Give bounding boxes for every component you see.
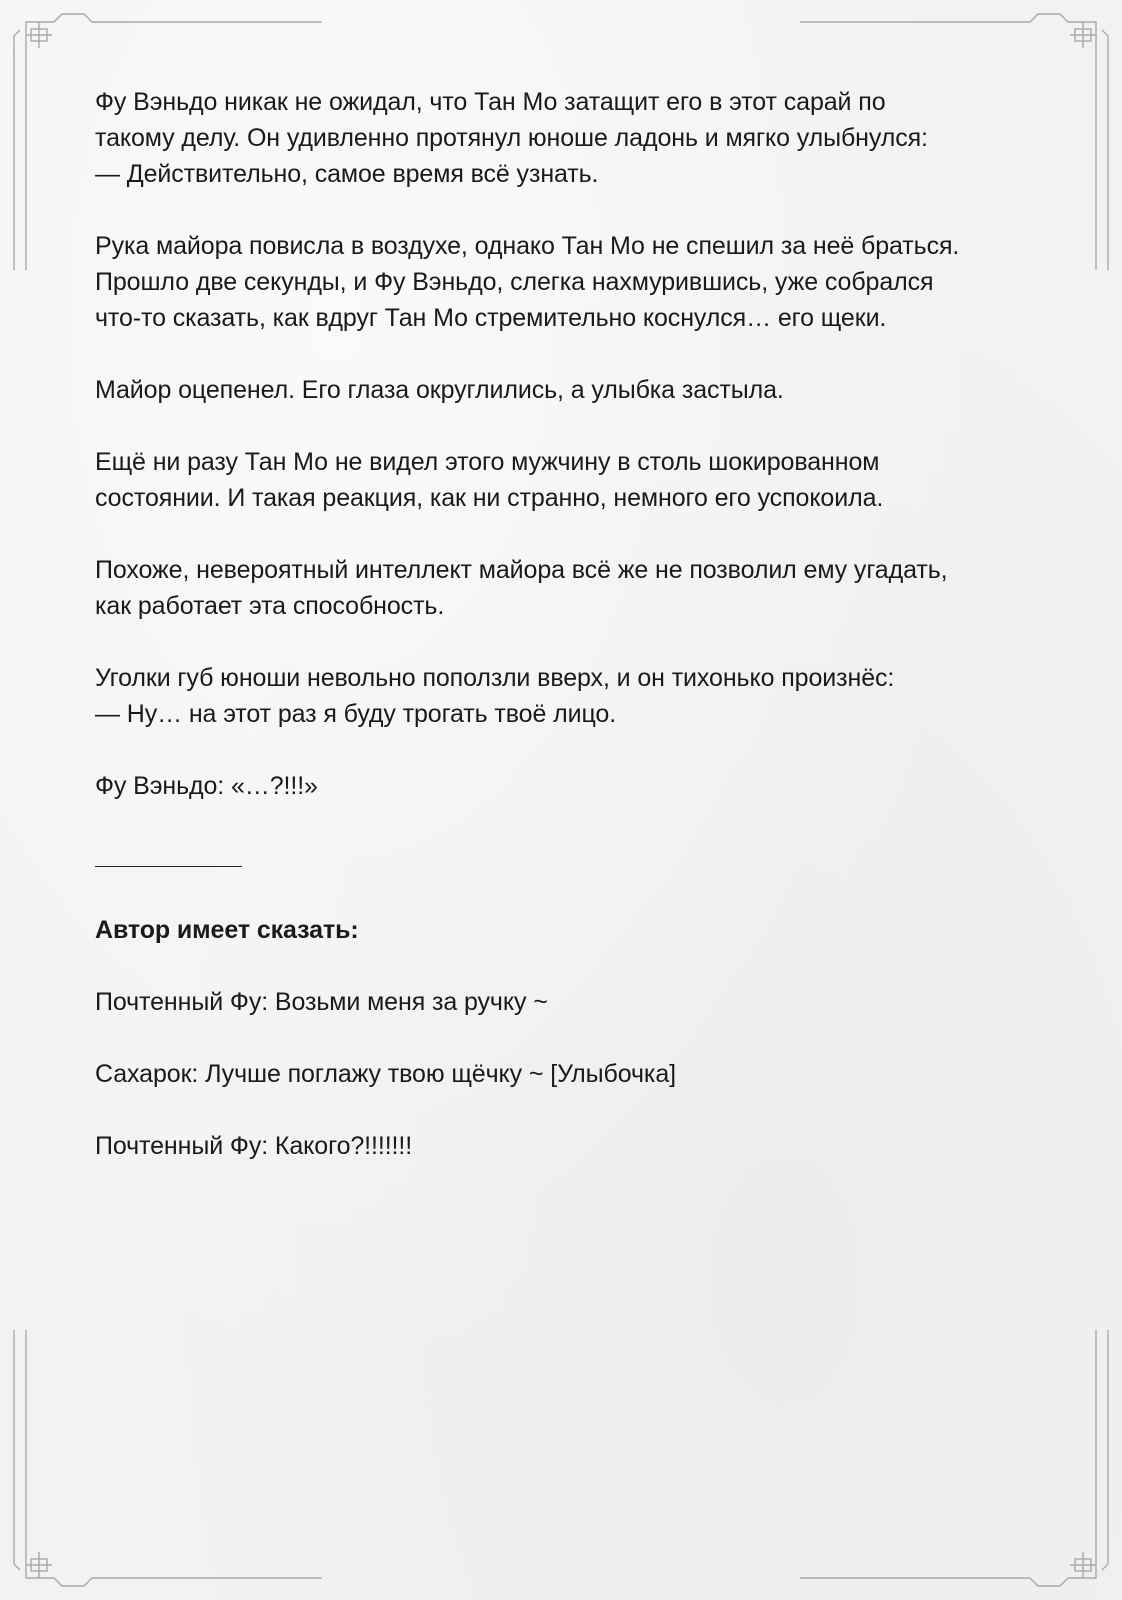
author-note-line: Сахарок: Лучше поглажу твою щёчку ~ [Улыбочка] [95,1060,676,1088]
author-note-line: Почтенный Фу: Какого?!!!!!!! [95,1132,413,1160]
paragraph-line: Ещё ни разу Тан Мо не видел этого мужчину в столь шокированном [95,448,880,476]
paragraph-2 [95,228,1035,336]
paragraph-line: состоянии. И такая реакция, как ни странно, немного его успокоила. [95,484,884,512]
paragraph-1 [95,84,1035,192]
paragraph-line: — Действительно, самое время всё узнать. [95,160,599,188]
author-note-line: Почтенный Фу: Возьми меня за ручку ~ [95,988,548,1016]
frame-corner-bottom-right [800,1330,1096,1586]
frame-corner-bottom-left [26,1330,322,1586]
paragraph-line: Фу Вэньдо: «…?!!!» [95,772,318,800]
paragraph-line: Похоже, невероятный интеллект майора всё же не позволил ему угадать, [95,556,948,584]
paragraph-6 [95,660,1035,732]
author-note-line-1 [95,984,1035,1020]
paragraph-line: Прошло две секунды, и Фу Вэньдо, слегка нахмурившись, уже собрался [95,268,934,296]
paragraph-line: — Ну… на этот раз я буду трогать твоё лицо. [95,700,617,728]
paragraph-line: что-то сказать, как вдруг Тан Мо стремительно коснулся… его щеки. [95,304,887,332]
paragraph-line: как работает эта способность. [95,592,445,620]
paragraph-7 [95,768,1035,804]
paragraph-line: Фу Вэньдо никак не ожидал, что Тан Мо затащит его в этот сарай по [95,88,886,116]
paragraph-5 [95,552,1035,624]
paragraph-line: Уголки губ юноши невольно поползли вверх, и он тихонько произнёс: [95,664,895,692]
paragraph-line: такому делу. Он удивленно протянул юноше ладонь и мягко улыбнулся: [95,124,928,152]
separator-rule [95,866,242,867]
paragraph-3 [95,372,1035,408]
author-note-line-3 [95,1128,1035,1164]
paragraph-line: Майор оцепенел. Его глаза округлились, а улыбка застыла. [95,376,784,404]
paragraph-line: Рука майора повисла в воздухе, однако Тан Мо не спешил за неё браться. [95,232,960,260]
author-note-line-2 [95,1056,1035,1092]
author-note-heading: Автор имеет сказать: [95,916,359,944]
section-separator [95,840,1035,876]
document-body [95,84,1035,1200]
paragraph-4 [95,444,1035,516]
